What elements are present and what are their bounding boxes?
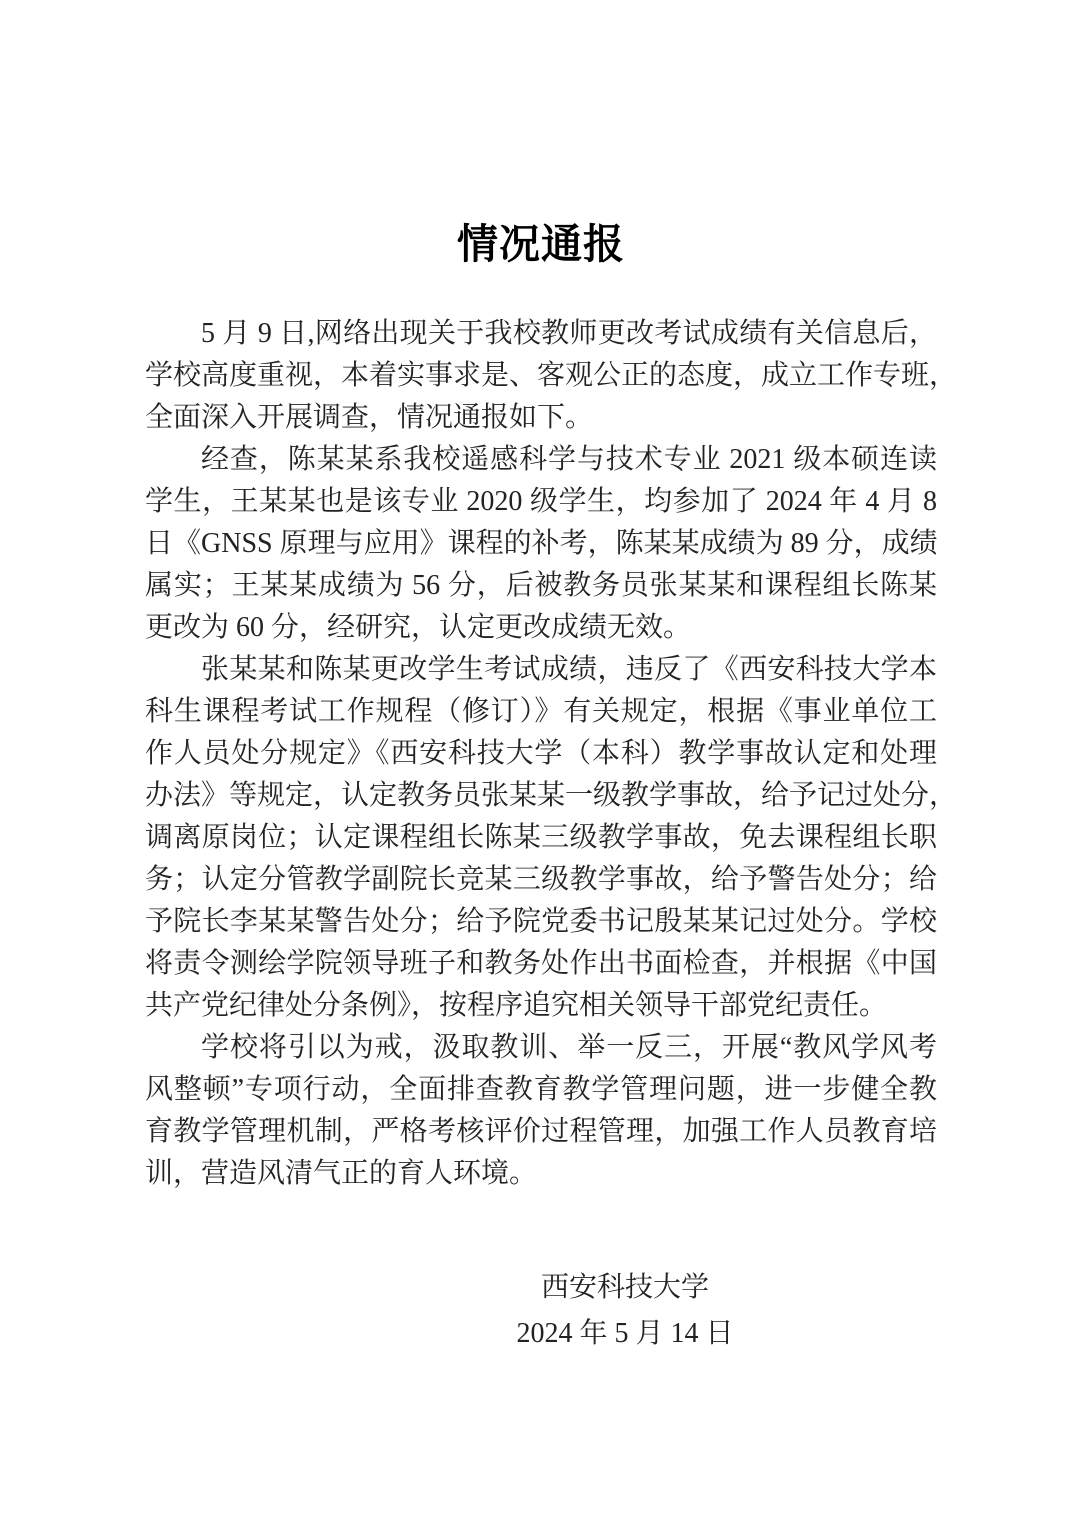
paragraph-line: 作人员处分规定》《西安科技大学（本科）教学事故认定和处理 bbox=[145, 738, 937, 769]
signature-org: 西安科技大学 bbox=[540, 1272, 709, 1303]
paragraph-line: 学校高度重视，本着实事求是、客观公正的态度，成立工作专班， bbox=[145, 360, 958, 391]
page-title: 情况通报 bbox=[457, 221, 625, 267]
paragraph-line: 学生，王某某也是该专业 2020 级学生，均参加了 2024 年 4 月 8 bbox=[145, 486, 937, 517]
paragraph-line: 科生课程考试工作规程（修订）》有关规定，根据《事业单位工 bbox=[145, 696, 937, 727]
paragraph-line: 予院长李某某警告处分；给予院党委书记殷某某记过处分。学校 bbox=[145, 906, 937, 937]
paragraph-line: 务；认定分管教学副院长竞某三级教学事故，给予警告处分；给 bbox=[145, 864, 937, 895]
paragraph-line: 风整顿”专项行动，全面排查教育教学管理问题，进一步健全教 bbox=[145, 1074, 937, 1105]
paragraph-line: 日《GNSS 原理与应用》课程的补考，陈某某成绩为 89 分，成绩 bbox=[145, 528, 938, 559]
paragraph-line: 育教学管理机制，严格考核评价过程管理，加强工作人员教育培 bbox=[145, 1116, 937, 1147]
paragraph-line: 更改为 60 分，经研究，认定更改成绩无效。 bbox=[145, 612, 692, 643]
paragraph-line: 5 月 9 日,网络出现关于我校教师更改考试成绩有关信息后， bbox=[201, 318, 937, 349]
paragraph-line: 调离原岗位；认定课程组长陈某三级教学事故，免去课程组长职 bbox=[145, 822, 937, 853]
paragraph-line: 经查，陈某某系我校遥感科学与技术专业 2021 级本硕连读 bbox=[201, 444, 937, 475]
paragraph-line: 办法》等规定，认定教务员张某某一级教学事故，给予记过处分， bbox=[145, 780, 958, 811]
signature-block bbox=[453, 1265, 797, 1357]
paragraph-line: 属实；王某某成绩为 56 分，后被教务员张某某和课程组长陈某 bbox=[145, 570, 937, 601]
paragraph-line: 共产党纪律处分条例》，按程序追究相关领导干部党纪责任。 bbox=[145, 990, 888, 1021]
paragraph-line: 全面深入开展调查，情况通报如下。 bbox=[145, 402, 594, 433]
paragraph-line: 将责令测绘学院领导班子和教务处作出书面检查，并根据《中国 bbox=[145, 948, 937, 979]
paragraph-line: 训，营造风清气正的育人环境。 bbox=[145, 1158, 538, 1189]
signature-date: 2024 年 5 月 14 日 bbox=[516, 1318, 734, 1349]
paragraph-line: 学校将引以为戒，汲取教训、举一反三，开展“教风学风考 bbox=[201, 1032, 937, 1063]
paragraph-line: 张某某和陈某更改学生考试成绩，违反了《西安科技大学本 bbox=[201, 654, 937, 685]
document-body bbox=[145, 313, 958, 1195]
